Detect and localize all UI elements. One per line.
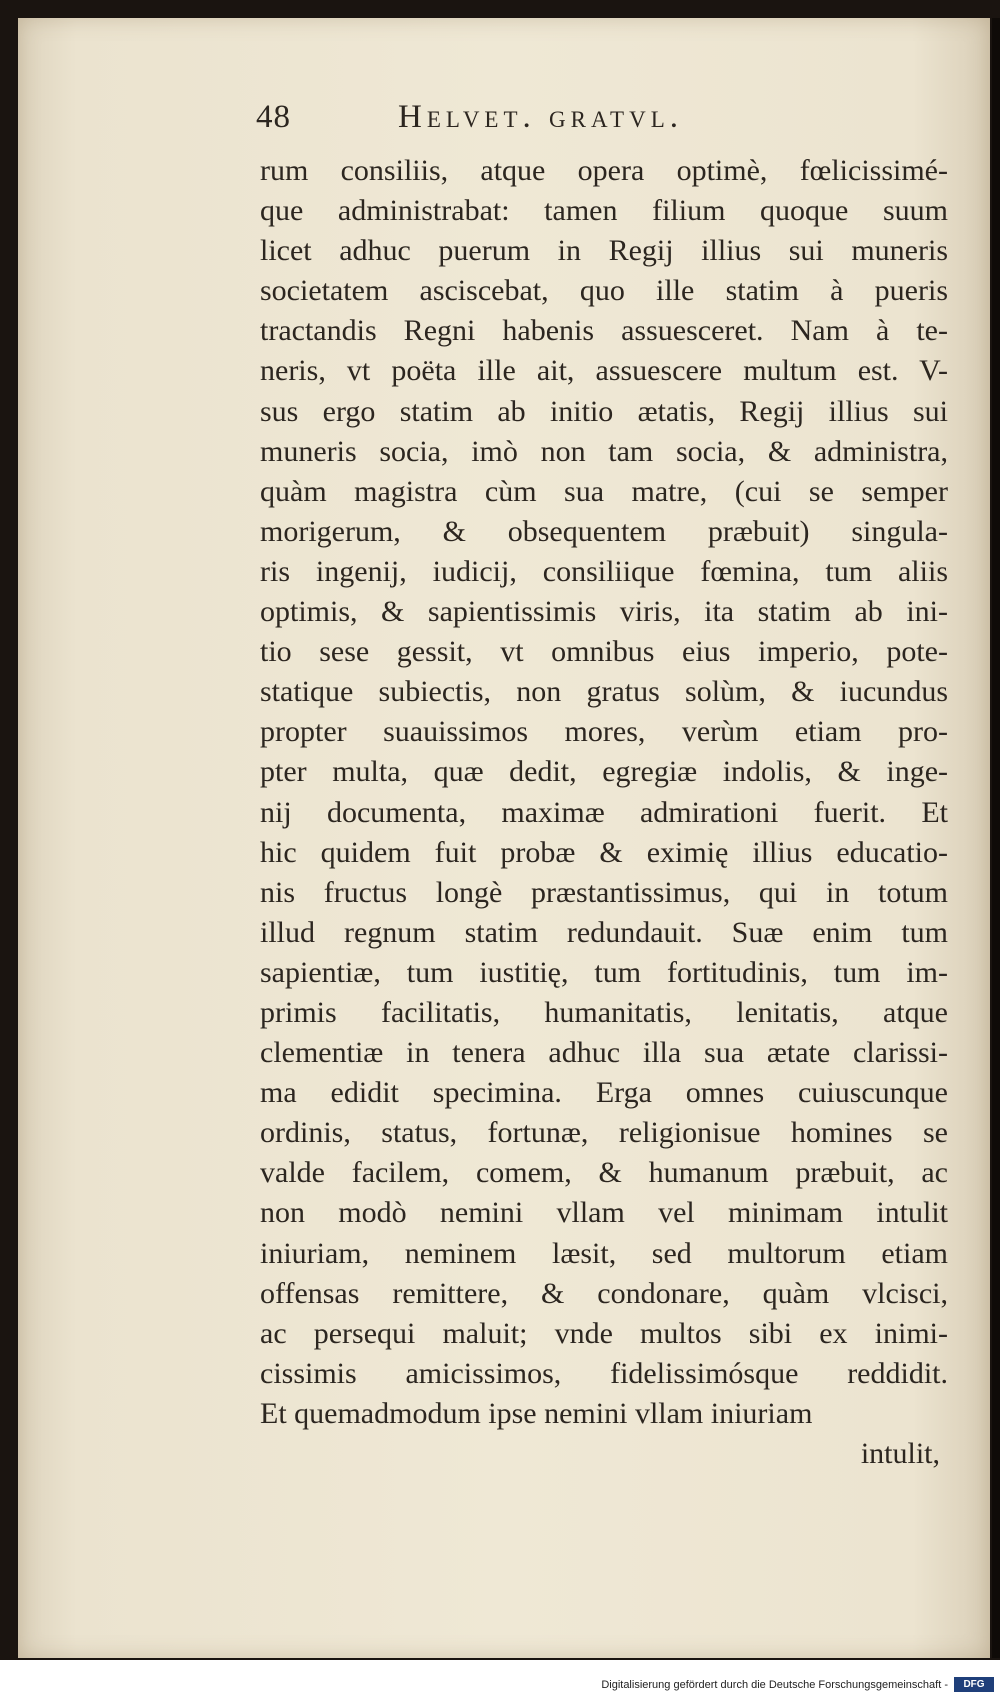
text-line: nij documenta, maximæ admirationi fuerit. Et bbox=[260, 795, 948, 829]
text-line: neris, vt poëta ille ait, assuescere multum est. V- bbox=[260, 354, 948, 388]
text-line: rum consiliis, atque opera optimè, fœlicissimé- bbox=[260, 154, 948, 187]
text-line: cissimis amicissimos, fidelissimósque reddidit. bbox=[260, 1356, 948, 1390]
dfg-logo: DFG bbox=[954, 1677, 994, 1692]
text-line: iniuriam, neminem læsit, sed multorum etiam bbox=[260, 1236, 948, 1270]
text-line: offensas remittere, & condonare, quàm vlcisci, bbox=[260, 1276, 948, 1310]
text-line: tractandis Regni habenis assuesceret. Nam à te- bbox=[260, 314, 948, 348]
running-title: Helvet. gratvl. bbox=[398, 99, 683, 135]
text-line: que administrabat: tamen filium quoque suum bbox=[260, 194, 948, 228]
text-block bbox=[256, 95, 948, 1474]
text-line: tio sese gessit, vt omnibus eius imperio, pote- bbox=[260, 635, 948, 669]
text-line: sus ergo statim ab initio ætatis, Regij illius sui bbox=[260, 394, 948, 428]
text-line: statique subiectis, non gratus solùm, & iucundus bbox=[260, 675, 948, 709]
text-line: morigerum, & obsequentem præbuit) singula- bbox=[260, 514, 948, 548]
text-line: primis facilitatis, humanitatis, lenitatis, atque bbox=[260, 995, 948, 1029]
page-number: 48 bbox=[256, 99, 291, 135]
text-line: societatem asciscebat, quo ille statim à pueris bbox=[260, 274, 948, 308]
text-line: muneris socia, imò non tam socia, & administra, bbox=[260, 434, 948, 468]
text-line: ac persequi maluit; vnde multos sibi ex inimi- bbox=[260, 1316, 948, 1350]
text-line: Et quemadmodum ipse nemini vllam iniuriam bbox=[260, 1396, 813, 1430]
text-line: illud regnum statim redundauit. Suæ enim tum bbox=[260, 915, 948, 949]
running-head bbox=[256, 95, 948, 151]
text-line: licet adhuc puerum in Regij illius sui muneris bbox=[260, 234, 948, 268]
text-line: ris ingenij, iudicij, consiliique fœmina, tum aliis bbox=[260, 554, 948, 588]
text-line: sapientiæ, tum iustitię, tum fortitudinis, tum im- bbox=[260, 955, 948, 989]
text-line: propter suauissimos mores, verùm etiam pro- bbox=[260, 715, 948, 749]
text-line: pter multa, quæ dedit, egregiæ indolis, & inge- bbox=[260, 755, 948, 789]
text-line: quàm magistra cùm sua matre, (cui se semper bbox=[260, 474, 948, 508]
catchword: intulit, bbox=[860, 1437, 940, 1470]
text-line: hic quidem fuit probæ & eximię illius educatio- bbox=[260, 835, 948, 869]
funding-note: Digitalisierung gefördert durch die Deutsche Forschungsgemeinschaft - bbox=[601, 1679, 948, 1691]
body-text bbox=[260, 151, 948, 1434]
text-line: ma edidit specimina. Erga omnes cuiuscunque bbox=[260, 1076, 948, 1110]
text-line: valde facilem, comem, & humanum præbuit, ac bbox=[260, 1156, 948, 1190]
text-line: clementiæ in tenera adhuc illa sua ætate clarissi- bbox=[260, 1036, 948, 1070]
text-line: nis fructus longè præstantissimus, qui in totum bbox=[260, 875, 948, 909]
text-line: non modò nemini vllam vel minimam intulit bbox=[260, 1196, 948, 1230]
text-line: ordinis, status, fortunæ, religionisue homines se bbox=[260, 1116, 948, 1150]
text-line: optimis, & sapientissimis viris, ita statim ab ini- bbox=[260, 595, 948, 629]
page-edge-shadow bbox=[992, 18, 1000, 1658]
